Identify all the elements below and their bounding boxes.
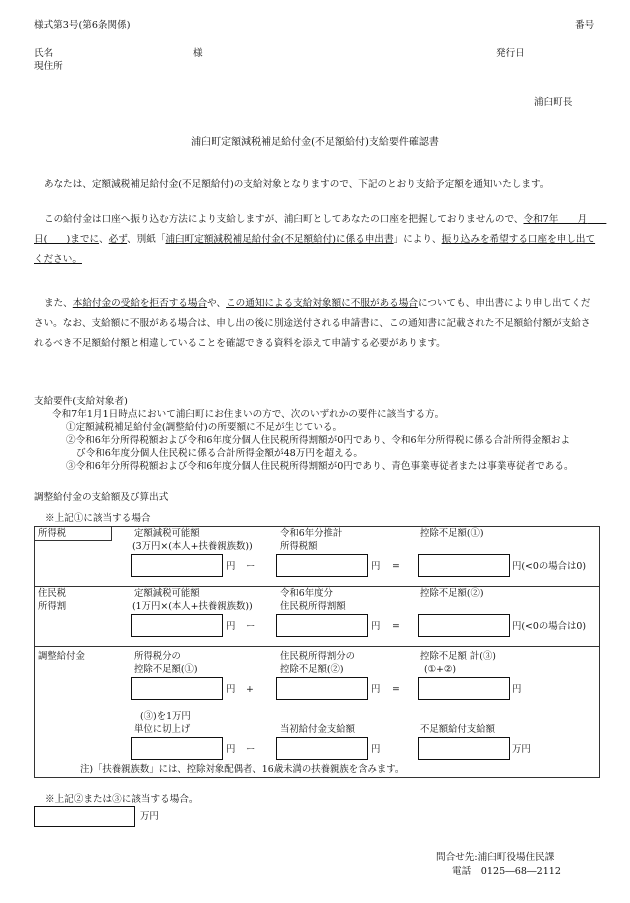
adjustment-col2-line2: 控除不足額(②) — [280, 664, 344, 675]
must-text: 必ず — [108, 234, 128, 245]
row-divider-1 — [34, 586, 600, 587]
payment-paragraph — [34, 210, 607, 270]
para2-text-1: この給付金は口座へ振り込む方法により支給しますが、浦臼町としてあなたの口座を把握しておりませんので、 — [44, 214, 524, 225]
equals-sign: = — [392, 684, 400, 695]
income-tax-col1-line2: (3万円×(本人+扶養親族数)) — [132, 541, 253, 552]
adjustment-total-shortfall-field[interactable] — [418, 677, 510, 700]
plus-sign: + — [246, 684, 254, 695]
document-title: 浦臼町定額減税補足給付金(不足額給付)支給要件確認書 — [191, 137, 439, 148]
income-tax-col2-line1: 令和6年分推計 — [280, 528, 343, 539]
name-label: 氏名 — [34, 48, 54, 59]
adjustment-col1-line2: 控除不足額(①) — [134, 664, 198, 675]
para3-text-3: についても、申出書により申し出てください。なお、支給額に不服がある場合は、申し出の後に別途送付される申請書に、この通知書に記載された不足額給付額が支給されるべき不足額給付額と相違していることを確認できる資料を添えて申請する必要があります。 — [34, 298, 591, 349]
para3-text-2: や、 — [207, 298, 227, 309]
income-tax-col1-line1: 定額減税可能額 — [134, 528, 200, 539]
resident-tax-deductible-field[interactable] — [131, 614, 223, 637]
issue-date-label: 発行日 — [496, 48, 525, 59]
resident-tax-col1-line2: (1万円×(本人+扶養親族数)) — [132, 601, 253, 612]
intro-paragraph: あなたは、定額減税補足給付金(不足額給付)の支給対象となりますので、下記のとおり支給予定額を通知いたします。 — [44, 179, 550, 190]
income-tax-col3-line1: 控除不足額(①) — [420, 528, 484, 539]
requirements-heading: 支給要件(支給対象者) — [34, 396, 128, 407]
yen-unit: 円 — [512, 684, 522, 695]
adjustment-col3-line1: 控除不足額 計(③) — [420, 651, 496, 662]
equals-sign: = — [392, 561, 400, 572]
adjustment-income-shortfall-field[interactable] — [131, 677, 223, 700]
man-yen-unit: 万円 — [140, 811, 159, 822]
shortfall-payment-label: 不足額給付支給額 — [420, 724, 496, 735]
yen-unit: 円 — [371, 684, 381, 695]
requirement-2: ②令和6年分所得税額および令和6年度分個人住民税所得割額が0円であり、令和6年分所得税に係る合計所得金額およ — [66, 435, 571, 446]
roundup-amount-field[interactable] — [131, 737, 223, 760]
initial-payment-label: 当初給付金支給額 — [280, 724, 356, 735]
case-2-3-amount-field[interactable] — [34, 806, 135, 827]
minus-sign: ー — [246, 744, 256, 755]
yen-unit: 円 — [226, 684, 236, 695]
roundup-label-line1: (③)を1万円 — [140, 711, 191, 722]
case-1-note: ※上記①に該当する場合 — [45, 513, 151, 524]
para2-text-4: 」により、 — [393, 234, 442, 245]
adjustment-col2-line1: 住民税所得割分の — [280, 651, 356, 662]
resident-tax-shortfall-field[interactable] — [418, 614, 510, 637]
minus-sign: ー — [246, 561, 256, 572]
contact-department: 問合せ先:浦臼町役場住民課 — [436, 852, 555, 863]
resident-tax-label-line2: 所得割 — [38, 601, 67, 612]
initial-payment-field[interactable] — [276, 737, 368, 760]
yen-unit: 円 — [371, 744, 381, 755]
contact-phone: 電話 0125―68―2112 — [452, 866, 562, 877]
income-tax-shortfall-field[interactable] — [418, 554, 510, 577]
requirements-lead: 令和7年1月1日時点において浦臼町にお住まいの方で、次のいずれかの要件に該当する方。 — [52, 409, 445, 420]
shortfall-payment-field[interactable] — [418, 737, 510, 760]
para2-text-2: 、 — [99, 234, 109, 245]
lt0-note: 円(<0の場合は0) — [512, 561, 586, 572]
case-2-3-note: ※上記②または③に該当する場合。 — [45, 794, 199, 805]
adjustment-col3-line2: (①+②) — [424, 664, 456, 675]
requirement-2-cont: び令和6年度分個人住民税に係る合計所得金額が48万円を超える。 — [76, 448, 363, 459]
address-label: 現住所 — [34, 61, 63, 72]
para3-text-1: また、 — [44, 298, 73, 309]
adjustment-resident-shortfall-field[interactable] — [276, 677, 368, 700]
yen-unit: 円 — [226, 621, 236, 632]
equals-sign: = — [392, 621, 400, 632]
resident-tax-col2-line1: 令和6年度分 — [280, 588, 333, 599]
roundup-label-line2: 単位に切上げ — [134, 724, 191, 735]
income-tax-estimated-field[interactable] — [276, 554, 368, 577]
mayor-signature: 浦臼町長 — [534, 97, 573, 108]
application-form-name: 浦臼町定額減税補足給付金(不足額給付)に係る申出書 — [165, 234, 394, 245]
yen-unit: 円 — [226, 744, 236, 755]
requirement-1: ①定額減税補足給付金(調整給付)の所要額に不足が生じている。 — [66, 422, 343, 433]
account-request-text: 振り込みを希望する口座を申し出てください。 — [34, 234, 596, 265]
adjustment-col1-line1: 所得税分の — [134, 651, 181, 662]
resident-tax-col1-line1: 定額減税可能額 — [134, 588, 200, 599]
objection-text: この通知による支給対象額に不服がある場合 — [226, 298, 418, 309]
form-number: 様式第3号(第6条関係) — [34, 20, 131, 31]
lt0-note: 円(<0の場合は0) — [512, 621, 586, 632]
row-divider-2 — [34, 646, 600, 647]
sama-label: 様 — [193, 48, 203, 59]
resident-tax-label-line1: 住民税 — [38, 588, 67, 599]
objection-paragraph — [34, 294, 600, 354]
requirement-3: ③令和6年分所得税額および令和6年度分個人住民税所得割額が0円であり、青色事業専従者または事業専従者である。 — [66, 461, 574, 472]
yen-unit: 円 — [371, 561, 381, 572]
man-yen-unit: 万円 — [512, 744, 531, 755]
calc-heading: 調整給付金の支給額及び算出式 — [34, 492, 169, 503]
minus-sign: ー — [246, 621, 256, 632]
income-tax-col2-line2: 所得税額 — [280, 541, 318, 552]
resident-tax-col3-line1: 控除不足額(②) — [420, 588, 484, 599]
dependents-footnote: 注)「扶養親族数」には、控除対象配偶者、16歳未満の扶養親族を含みます。 — [80, 764, 405, 775]
deadline-text: 令和7年 月 日( )までに — [34, 214, 607, 245]
yen-unit: 円 — [371, 621, 381, 632]
para2-text-3: 、別紙「 — [127, 234, 166, 245]
resident-tax-col2-line2: 住民税所得割額 — [280, 601, 346, 612]
number-label: 番号 — [575, 20, 595, 31]
income-tax-label: 所得税 — [38, 528, 67, 539]
income-tax-deductible-field[interactable] — [131, 554, 223, 577]
adjustment-label: 調整給付金 — [38, 651, 85, 662]
resident-tax-amount-field[interactable] — [276, 614, 368, 637]
refusal-text: 本給付金の受給を拒否する場合 — [72, 298, 208, 309]
yen-unit: 円 — [226, 561, 236, 572]
